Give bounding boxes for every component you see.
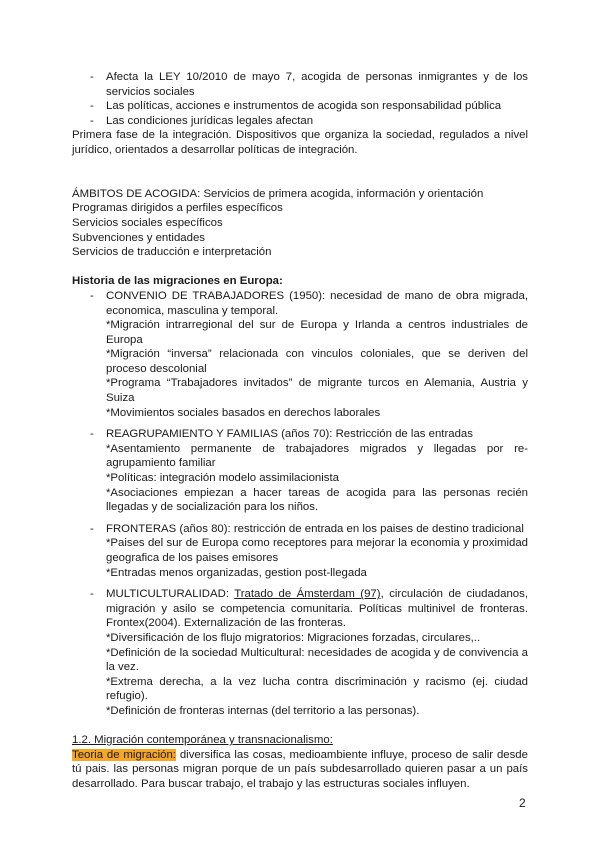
- intro-bullet-list: [72, 70, 528, 128]
- convenio-line: *Migración intrarregional del sur de Europa y Irlanda a centros industriales de Europa: [106, 319, 528, 346]
- document-page: [72, 70, 528, 792]
- multiculturalidad-line: *Extrema derecha, a la vez lucha contra discriminación y racismo (ej. ciudad refugio).: [106, 675, 528, 703]
- fronteras-line: *Paises del sur de Europa como receptores para mejorar la economia y proximidad geografica de los paises emisores: [106, 537, 528, 564]
- history-item-reagrupamiento: [72, 427, 528, 515]
- ambitos-line: Servicios de traducción e interpretación: [72, 246, 272, 259]
- reagrupamiento-line: *Asentamiento permanente de trabajadores migrados y llegadas por re-agrupamiento familiar: [106, 442, 528, 470]
- multiculturalidad-line: *Diversificación de los flujo migratorios: Migraciones forzadas, circulares,..: [106, 631, 481, 644]
- reagrupamiento-title: - REAGRUPAMIENTO Y FAMILIAS (años 70): Restricción de las entradas: [106, 428, 473, 441]
- intro-paragraph: Primera fase de la integración. Dispositivos que organiza la sociedad, regulados a nivel jurídico, orientados a desarrollar políticas de integración.: [72, 129, 528, 156]
- history-item-convenio: [72, 289, 528, 420]
- multiculturalidad-prefix: MULTICULTURALIDAD:: [106, 588, 235, 601]
- section-1-2-text: diversifica las cosas, medioambiente influye, proceso de salir desde tú pais. las personas migran porque de un país subdesarrollado quieren pasar a un país desarrollado. Para buscar trabajo, el trabajo y las estructuras sociales influyen.: [72, 748, 528, 790]
- teoria-highlight: Teoria de migración:: [72, 748, 176, 761]
- fronteras-line: *Entradas menos organizadas, gestion post-llegada: [106, 566, 367, 579]
- section-1-2-paragraph: [72, 748, 528, 792]
- convenio-title: - CONVENIO DE TRABAJADORES (1950): necesidad de mano de obra migrada, economica, masculina y temporal.: [106, 289, 528, 317]
- multiculturalidad-line: *Definición de la sociedad Multicultural: necesidades de acogida y de convivencia a la vez.: [106, 646, 528, 674]
- convenio-line: *Programa “Trabajadores invitados” de migrante turcos en Alemania, Austria y Suiza: [106, 377, 528, 405]
- history-item-multiculturalidad: [72, 587, 528, 718]
- history-item-fronteras: [72, 522, 528, 580]
- tratado-amsterdam-link[interactable]: Tratado de Ámsterdam (97): [234, 588, 381, 601]
- history-list: [72, 289, 528, 719]
- intro-bullet: - Afecta la LEY 10/2010 de mayo 7, acogida de personas inmigrantes y de los servicios sociales: [72, 70, 528, 99]
- convenio-line: *Migración “inversa” relacionada con vinculos coloniales, que se deriven del proceso descolonial: [106, 348, 528, 375]
- multiculturalidad-line: *Definición de fronteras internas (del territorio a las personas).: [106, 704, 420, 717]
- multiculturalidad-title: [106, 587, 528, 631]
- ambitos-line: Subvenciones y entidades: [72, 231, 205, 244]
- ambitos-line: Servicios sociales específicos: [72, 216, 223, 229]
- history-heading: Historia de las migraciones en Europa:: [72, 275, 283, 288]
- intro-bullet: - Las condiciones jurídicas legales afectan: [72, 114, 528, 129]
- page-number: 2: [519, 796, 526, 810]
- convenio-line: *Movimientos sociales basados en derechos laborales: [106, 406, 381, 419]
- reagrupamiento-line: *Políticas: integración modelo assimilacionista: [106, 472, 339, 485]
- reagrupamiento-line: *Asociaciones empiezan a hacer tareas de acogida para las personas recién llegadas y de socialización para los niños.: [106, 486, 528, 514]
- intro-bullet: - Las políticas, acciones e instrumentos de acogida son responsabilidad pública: [72, 99, 528, 114]
- multiculturalidad-suffix: , circulación de ciudadanos, migración y asilo se competencia comunitaria. Políticas multinivel de fronteras. Frontex(2004). Externalización de las fronteras.: [106, 588, 528, 630]
- fronteras-title: - FRONTERAS (años 80): restricción de entrada en los paises de destino tradicional: [106, 522, 524, 535]
- ambitos-line: Programas dirigidos a perfiles específicos: [72, 202, 283, 215]
- ambitos-block: [72, 187, 528, 260]
- ambitos-line: ÁMBITOS DE ACOGIDA: Servicios de primera acogida, información y orientación: [72, 187, 484, 200]
- section-1-2-title: 1.2. Migración contemporánea y transnacionalismo:: [72, 734, 333, 747]
